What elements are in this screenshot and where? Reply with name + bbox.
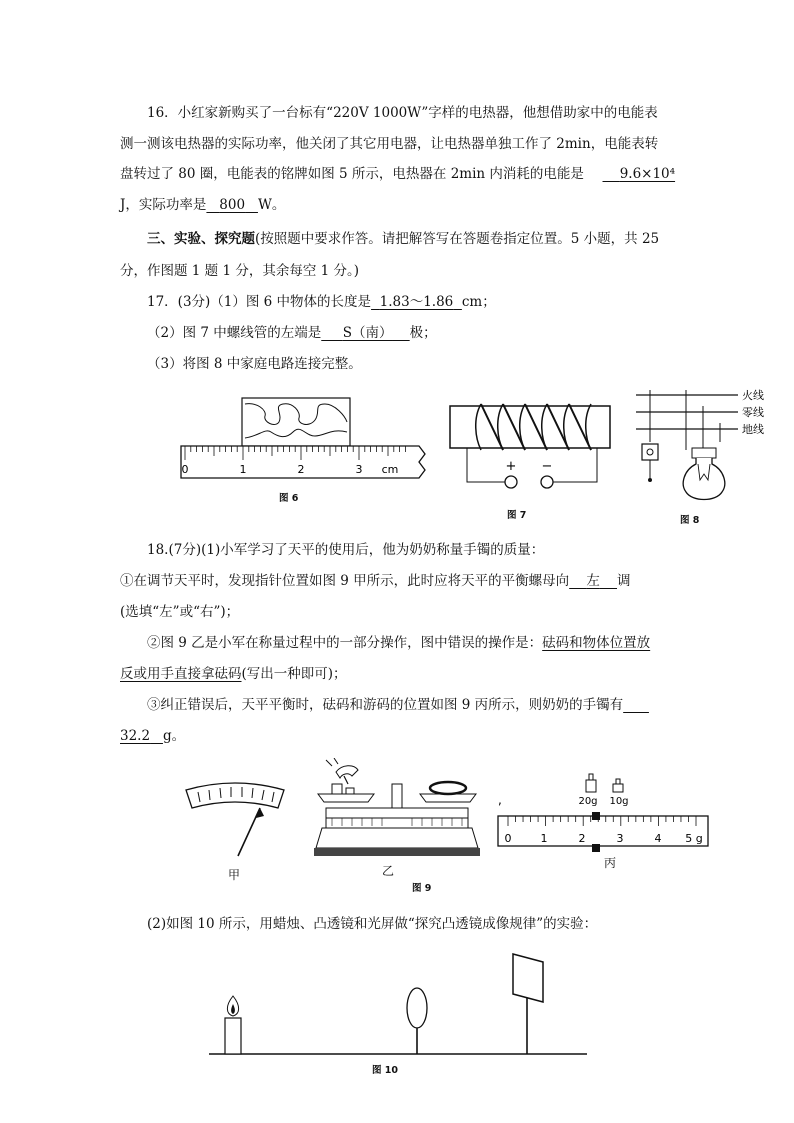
q18-answer-direction: 左 [586,573,600,589]
weight-10g [613,784,623,792]
q17-line-2: （2）图 7 中螺线管的左端是 S（南） 极； [147,325,437,341]
q18-line-7: 32.2 g。 [120,728,186,744]
q17-answer-length: 1.83～1.86 [379,294,454,310]
figure-9-caption: 图 9 [412,883,432,894]
figure-10-optical-bench [205,948,590,1058]
figure-9b-label: 乙 [382,864,395,878]
q16-line-4: J，实际功率是 800 W。 [120,197,286,213]
section-heading: 三、实验、探究题 [147,231,255,247]
figure-9c-label: 丙 [604,856,617,870]
weight-20g-label: 20g [578,796,598,807]
q16-line-1: 16．小红家新购买了一台标有“220V 1000W”字样的电热器，他想借助家中的电能表 [147,105,658,121]
figure-8-circuit [630,386,780,511]
balance-beam [326,808,468,818]
figure-9b-balance [312,758,482,864]
q18-line-6: ③纠正错误后，天平平衡时，砝码和游码的位置如图 9 丙所示，则奶奶的手镯有 [147,697,624,713]
measured-object [242,398,350,446]
weight-small [332,784,342,794]
q16-answer-energy: 9.6×10⁴ [619,166,676,182]
q18-line-4: ②图 9 乙是小军在称量过程中的一部分操作，图中错误的操作是：砝码和物体位置放 [147,635,651,651]
tick-label: 2 [297,463,305,476]
terminal-negative [541,476,553,488]
weight-20g [586,780,596,792]
unit-label: cm [381,463,399,476]
q18b-line-1: (2)如图 10 所示，用蜡烛、凸透镜和光屏做“探究凸透镜成像规律”的实验： [147,916,598,932]
figure-7-solenoid [445,398,615,498]
convex-lens [407,988,427,1028]
ground-label: 地线 [742,423,764,436]
bulb-socket [692,448,716,458]
scale-label: 0 [504,832,512,845]
rider-top [592,812,600,820]
plus-sign: + [505,459,517,474]
light-screen [513,954,543,1002]
figure-7-caption: 图 7 [507,510,527,521]
hand-icon [336,766,358,778]
pointer-scale [186,783,284,808]
q16-line-2: 测一测该电热器的实际功率，他关闭了其它用电器，让电热器单独工作了 2min，电能表转 [120,136,659,152]
live-label: 火线 [742,389,764,402]
q18-answer-error-b: 反或用手直接拿砝码 [120,666,242,682]
pointer-needle [238,808,260,856]
left-pan [318,794,374,802]
balance-base [316,828,478,848]
neutral-label: 零线 [742,406,764,419]
figure-6-caption: 图 6 [279,493,299,504]
svg-text:,: , [498,793,502,807]
bracelet [430,782,466,794]
tick-label: 1 [239,463,247,476]
rider-scale-bar [498,816,708,846]
tick-label: 0 [181,463,189,476]
terminal-positive [505,476,517,488]
q18-answer-error-a: 砝码和物体位置放 [542,635,651,651]
figure-10-caption: 图 10 [372,1065,399,1076]
q17-line-1: 17．(3分)（1）图 6 中物体的长度是 1.83～1.86 cm； [147,294,496,310]
q18-answer-mass: 32.2 [120,728,151,744]
candle [225,1018,241,1054]
scale-label: 2 [578,832,586,845]
scale-label: 1 [540,832,548,845]
scale-label: 5 g [685,832,703,845]
scale-label: 3 [616,832,624,845]
section-heading-line: 三、实验、探究题(按照题中要求作答。请把解答写在答题卷指定位置。5 小题，共 25 [147,231,660,247]
q18-line-2: ①在调节天平时，发现指针位置如图 9 甲所示，此时应将天平的平衡螺母向 左 调 [120,573,631,589]
rider-bottom [592,844,600,852]
switch [642,444,658,460]
q18-line-5: 反或用手直接拿砝码(写出一种即可)； [120,666,347,682]
figure-9a-label: 甲 [228,868,241,882]
figure-6-ruler [175,392,435,487]
weight-10g-label: 10g [609,796,629,807]
section-text-2: 分，作图题 1 题 1 分，其余每空 1 分。) [120,263,360,279]
q17-answer-pole: S（南） [342,325,393,341]
tick-label: 3 [355,463,363,476]
q16-line-3: 盘转过了 80 圈，电能表的铭牌如图 5 所示，电热器在 2min 内消耗的电能是 9.6×10⁴ [120,166,676,182]
q17-line-3: （3）将图 8 中家庭电路连接完整。 [147,356,362,372]
q18-line-3: (选填“左”或“右”)； [120,604,240,620]
scale-label: 4 [654,832,662,845]
light-bulb [683,458,725,500]
q18-line-1: 18.(7分)(1)小军学习了天平的使用后，他为奶奶称量手镯的质量： [147,542,545,558]
figure-9a-pointer [180,780,290,860]
q16-answer-power: 800 [219,197,246,213]
minus-sign: − [541,459,553,474]
figure-8-caption: 图 8 [680,515,700,526]
figure-9c-scale [494,770,714,858]
